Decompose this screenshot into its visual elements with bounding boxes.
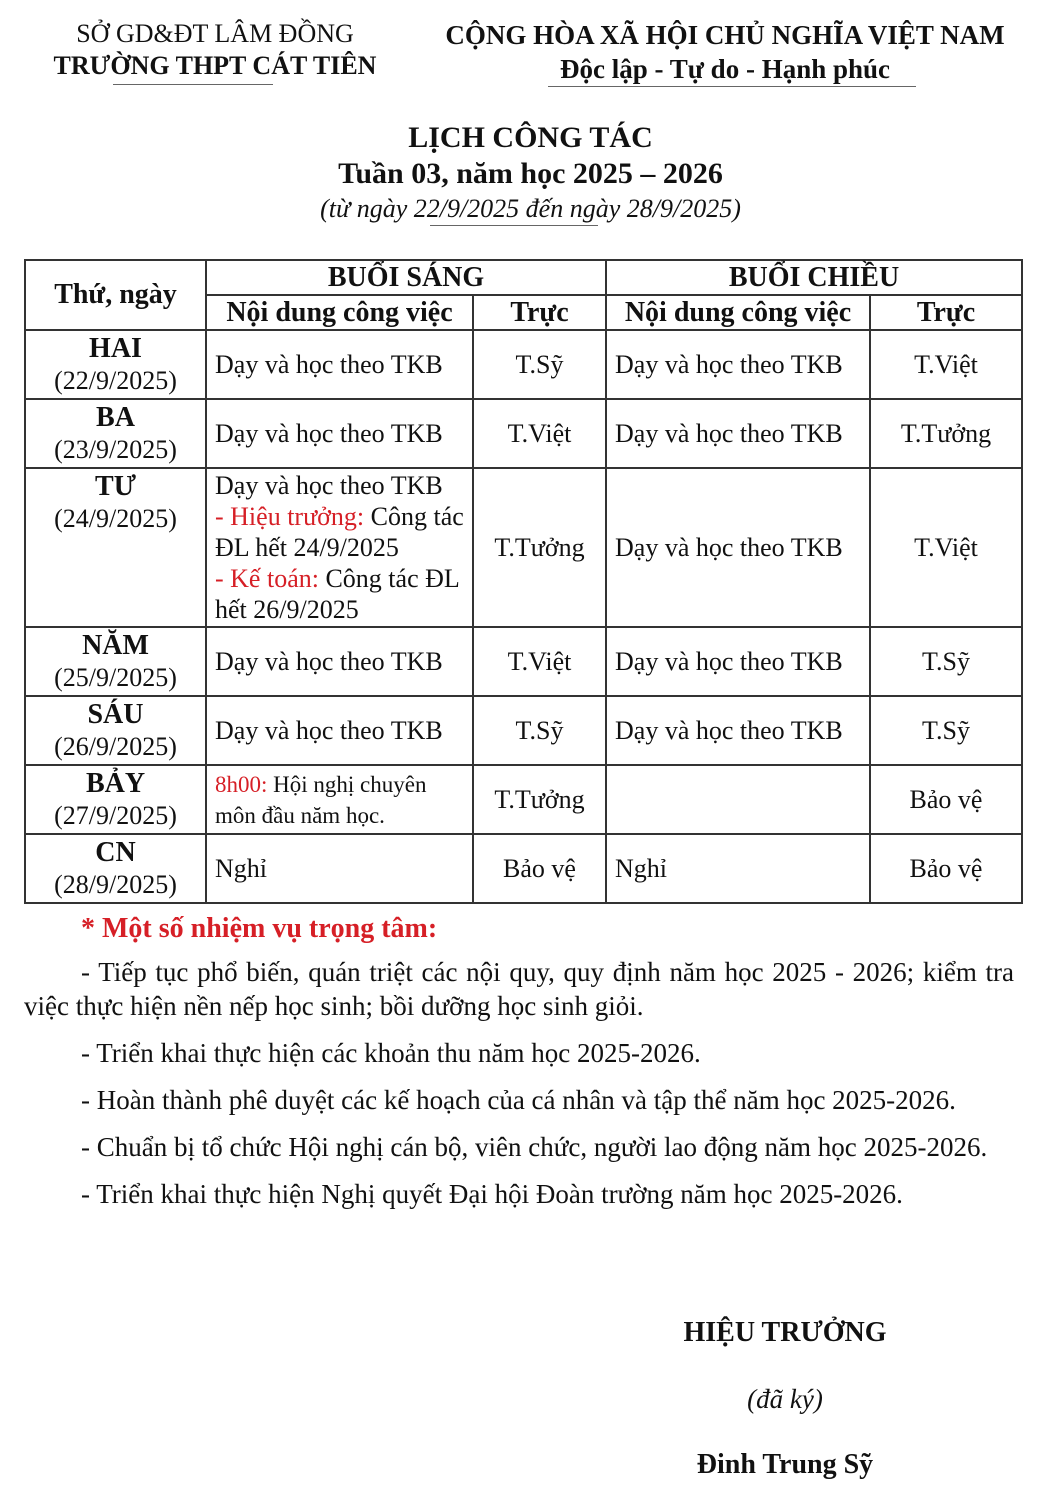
country-name: CỘNG HÒA XÃ HỘI CHỦ NGHĨA VIỆT NAM xyxy=(445,20,1005,50)
schedule-table xyxy=(24,259,1023,904)
am-duty: T.Sỹ xyxy=(473,330,606,399)
title-underline xyxy=(430,225,598,226)
day-date: (27/9/2025) xyxy=(54,800,177,830)
am-duty: Bảo vệ xyxy=(473,834,606,903)
table-row xyxy=(25,627,1022,696)
header-afternoon: BUỔI CHIỀU xyxy=(606,260,1022,295)
agency-header xyxy=(30,18,400,82)
task-item: - Chuẩn bị tổ chức Hội nghị cán bộ, viên chức, người lao động năm học 2025-2026. xyxy=(81,1132,988,1162)
day-date: (28/9/2025) xyxy=(54,869,177,899)
document-title: LỊCH CÔNG TÁC xyxy=(408,121,653,154)
day-date: (22/9/2025) xyxy=(54,365,177,395)
date-range: (từ ngày 22/9/2025 đến ngày 28/9/2025) xyxy=(320,194,741,223)
pm-duty: Bảo vệ xyxy=(870,765,1022,834)
pm-task: Dạy và học theo TKB xyxy=(606,468,870,627)
am-note-principal xyxy=(215,501,464,563)
motto-underline xyxy=(548,86,916,87)
pm-duty: T.Việt xyxy=(870,468,1022,627)
header-am-duty: Trực xyxy=(473,295,606,330)
am-duty: T.Tưởng xyxy=(473,765,606,834)
am-duty: T.Tưởng xyxy=(473,468,606,627)
pm-task: Dạy và học theo TKB xyxy=(606,696,870,765)
table-row xyxy=(25,399,1022,468)
note-label: - Hiệu trưởng: xyxy=(215,502,365,531)
pm-task: Nghỉ xyxy=(606,834,870,903)
task-item: - Triển khai thực hiện Nghị quyết Đại hội Đoàn trường năm học 2025-2026. xyxy=(81,1179,903,1209)
week-subtitle: Tuần 03, năm học 2025 – 2026 xyxy=(338,157,723,190)
am-task: Dạy và học theo TKB xyxy=(206,696,473,765)
signer-role: HIỆU TRƯỞNG xyxy=(683,1317,887,1348)
day-name: CN xyxy=(95,836,136,868)
am-task: Nghỉ xyxy=(206,834,473,903)
day-name: NĂM xyxy=(82,629,149,661)
key-tasks-section xyxy=(24,912,1014,1224)
day-name: HAI xyxy=(89,332,142,364)
am-note-accountant xyxy=(215,563,464,625)
day-name: SÁU xyxy=(87,698,144,730)
day-date: (25/9/2025) xyxy=(54,662,177,692)
am-task: Dạy và học theo TKB xyxy=(206,627,473,696)
am-task-cell xyxy=(206,765,473,834)
am-task: Dạy và học theo TKB xyxy=(215,471,443,500)
table-row xyxy=(25,330,1022,399)
pm-task: Dạy và học theo TKB xyxy=(606,399,870,468)
am-task-cell xyxy=(206,468,473,627)
pm-task: Dạy và học theo TKB xyxy=(606,627,870,696)
header-day: Thứ, ngày xyxy=(25,260,206,330)
national-header xyxy=(420,18,1030,86)
header-pm-content: Nội dung công việc xyxy=(606,295,870,330)
table-row xyxy=(25,834,1022,903)
signer-name: Đinh Trung Sỹ xyxy=(696,1449,874,1480)
school-name: TRƯỜNG THPT CÁT TIÊN xyxy=(53,51,377,80)
am-task: Hội nghị chuyên môn đầu năm học. xyxy=(215,771,427,828)
pm-duty: T.Tưởng xyxy=(870,399,1022,468)
header-am-content: Nội dung công việc xyxy=(206,295,473,330)
note-text: Công tác ĐL hết 26/9/2025 xyxy=(215,564,459,624)
department-name: SỞ GD&ĐT LÂM ĐỒNG xyxy=(76,19,354,48)
day-name: TƯ xyxy=(95,471,136,502)
table-row xyxy=(25,696,1022,765)
school-underline xyxy=(113,84,273,85)
pm-duty: T.Việt xyxy=(870,330,1022,399)
am-time: 8h00: xyxy=(215,771,268,797)
note-label: - Kế toán: xyxy=(215,564,319,593)
note-text: Công tác ĐL hết 24/9/2025 xyxy=(215,502,464,562)
day-name: BẢY xyxy=(85,767,146,799)
day-date: (23/9/2025) xyxy=(54,434,177,464)
task-item: - Tiếp tục phổ biến, quán triệt các nội quy, quy định năm học 2025 - 2026; kiểm tra việc thực hiện nền nếp học sinh; bồi dưỡng học sinh giỏi. xyxy=(24,957,1014,1021)
signature-block xyxy=(620,1316,950,1482)
key-tasks-heading: * Một số nhiệm vụ trọng tâm: xyxy=(81,913,438,944)
pm-task xyxy=(606,765,870,834)
signed-status: (đã ký) xyxy=(747,1384,823,1414)
task-item: - Triển khai thực hiện các khoản thu năm học 2025-2026. xyxy=(81,1038,701,1068)
national-motto: Độc lập - Tự do - Hạnh phúc xyxy=(559,54,891,84)
pm-task: Dạy và học theo TKB xyxy=(606,330,870,399)
am-duty: T.Sỹ xyxy=(473,696,606,765)
task-item: - Hoàn thành phê duyệt các kế hoạch của cá nhân và tập thể năm học 2025-2026. xyxy=(81,1085,956,1115)
pm-duty: T.Sỹ xyxy=(870,696,1022,765)
table-row xyxy=(25,765,1022,834)
day-date: (24/9/2025) xyxy=(54,504,177,533)
header-morning: BUỔI SÁNG xyxy=(206,260,606,295)
table-row xyxy=(25,468,1022,627)
am-task: Dạy và học theo TKB xyxy=(206,399,473,468)
document-title-block xyxy=(0,120,1061,226)
header-pm-duty: Trực xyxy=(870,295,1022,330)
day-name: BA xyxy=(96,401,135,433)
day-date: (26/9/2025) xyxy=(54,731,177,761)
am-duty: T.Việt xyxy=(473,399,606,468)
pm-duty: Bảo vệ xyxy=(870,834,1022,903)
pm-duty: T.Sỹ xyxy=(870,627,1022,696)
am-duty: T.Việt xyxy=(473,627,606,696)
am-task: Dạy và học theo TKB xyxy=(206,330,473,399)
